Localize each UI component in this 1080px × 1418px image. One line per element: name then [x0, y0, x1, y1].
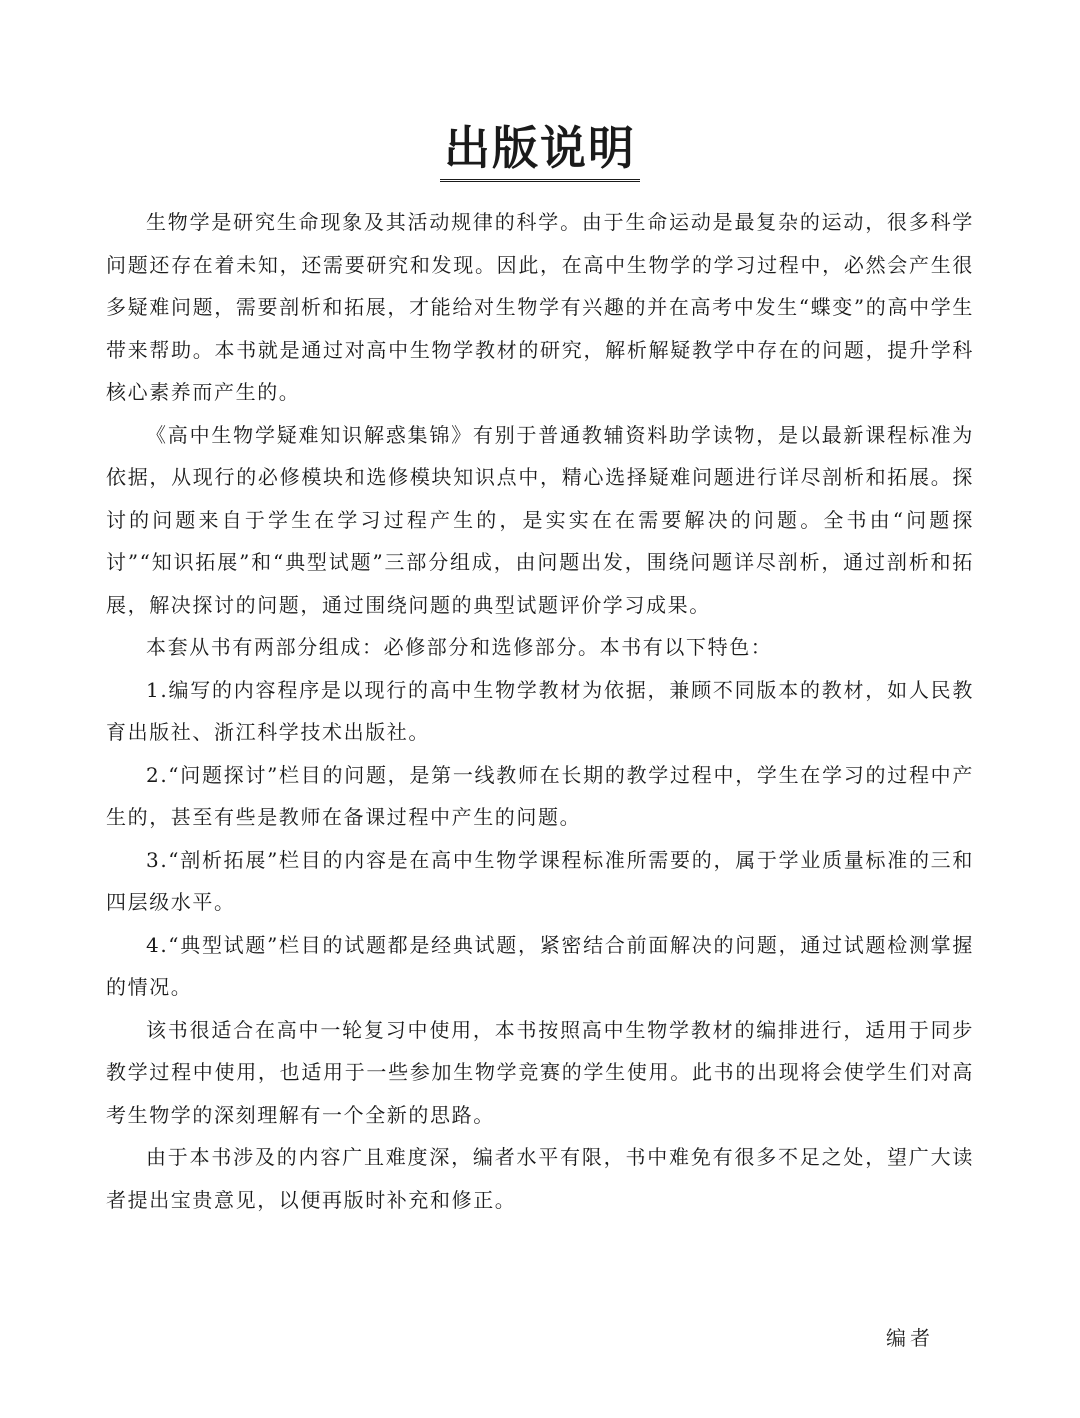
author-signature: 编者: [886, 1326, 934, 1350]
paragraph-intro: 生物学是研究生命现象及其活动规律的科学。由于生命运动是最复杂的运动，很多科学问题还存在着未知，还需要研究和发现。因此，在高中生物学的学习过程中，必然会产生很多疑难问题，需要剖析和拓展，才能给对生物学有兴趣的并在高考中发生“蝶变”的高中学生带来帮助。本书就是通过对高中生物学教材的研究，解析解疑教学中存在的问题，提升学科核心素养而产生的。: [106, 210, 974, 404]
paragraph-feature-3: 3.“剖析拓展”栏目的内容是在高中生物学课程标准所需要的，属于学业质量标准的三和四层级水平。: [106, 847, 974, 914]
paragraph-feature-1: 1.编写的内容程序是以现行的高中生物学教材为依据，兼顾不同版本的教材，如人民教育出版社、浙江科学技术出版社。: [106, 677, 974, 744]
title-container: [0, 92, 1080, 213]
document-body: [106, 201, 974, 1221]
paragraph-usage: 该书很适合在高中一轮复习中使用，本书按照高中生物学教材的编排进行，适用于同步教学过程中使用，也适用于一些参加生物学竞赛的学生使用。此书的出现将会使学生们对高考生物学的深刻理解有一个全新的思路。: [106, 1017, 974, 1127]
paragraph-series-composition: 本套从书有两部分组成：必修部分和选修部分。本书有以下特色：: [146, 635, 773, 659]
paragraph-feature-2: 2.“问题探讨”栏目的问题，是第一线教师在长期的教学过程中，学生在学习的过程中产生的，甚至有些是教师在备课过程中产生的问题。: [106, 762, 974, 829]
paragraph-closing: 由于本书涉及的内容广且难度深，编者水平有限，书中难免有很多不足之处，望广大读者提出宝贵意见，以便再版时补充和修正。: [106, 1145, 974, 1212]
page-title: 出版说明: [440, 123, 640, 183]
paragraph-book-description: 《高中生物学疑难知识解惑集锦》有别于普通教辅资料助学读物，是以最新课程标准为依据，从现行的必修模块和选修模块知识点中，精心选择疑难问题进行详尽剖析和拓展。探讨的问题来自于学生在学习过程产生的，是实实在在需要解决的问题。全书由“问题探讨”“知识拓展”和“典型试题”三部分组成，由问题出发，围绕问题详尽剖析，通过剖析和拓展，解决探讨的问题，通过围绕问题的典型试题评价学习成果。: [106, 422, 974, 617]
paragraph-feature-4: 4.“典型试题”栏目的试题都是经典试题，紧密结合前面解决的问题，通过试题检测掌握的情况。: [106, 932, 974, 999]
